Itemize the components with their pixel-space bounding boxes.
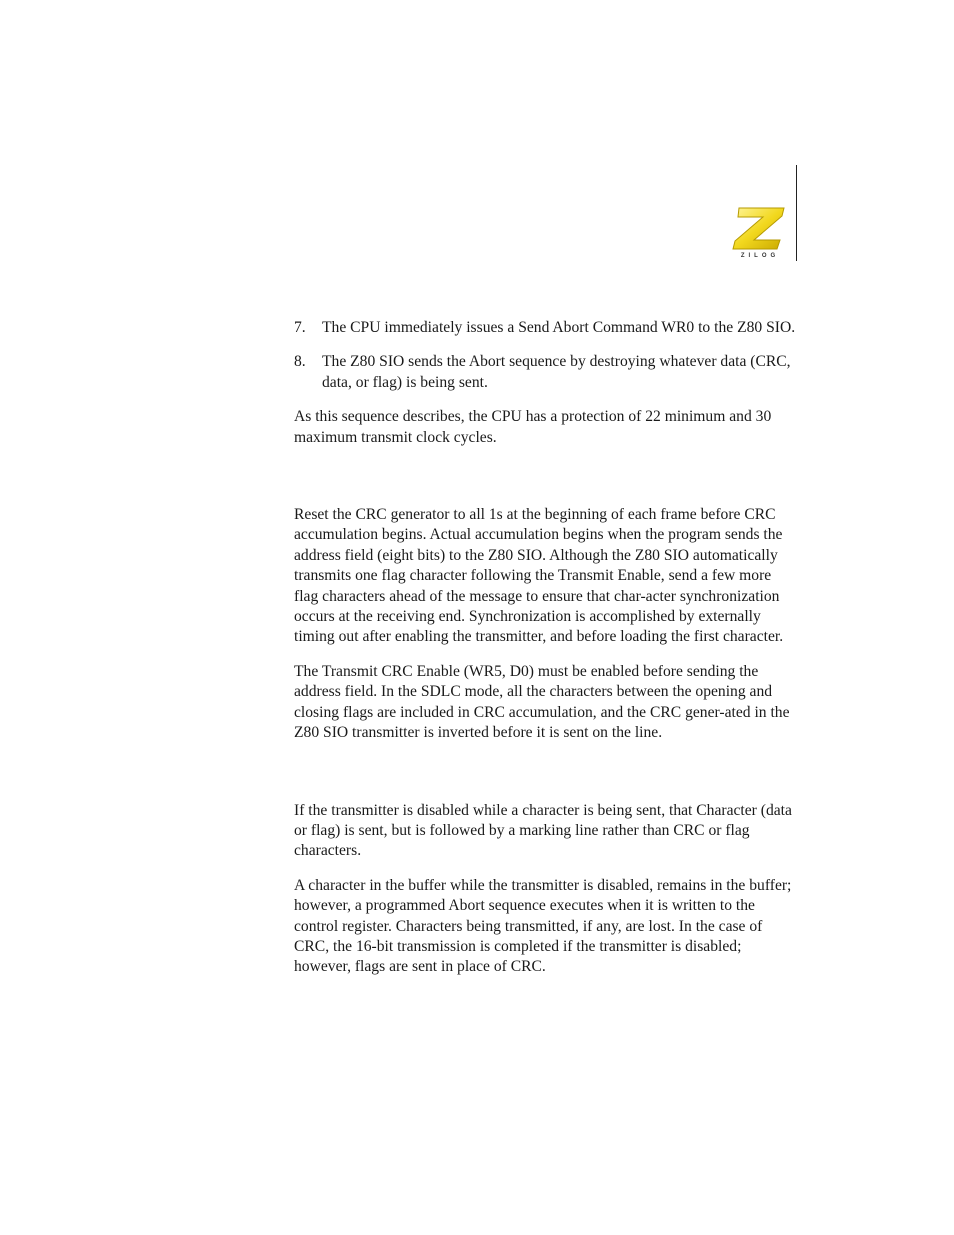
zilog-wordmark: ZILOG	[740, 253, 780, 259]
paragraph-protection: As this sequence describes, the CPU has a protection of 22 minimum and 30 maximum transmit clock cycles.	[294, 408, 772, 446]
paragraph-buffer: A character in the buffer while the transmitter is disabled, remains in the buffer; however, a programmed Abort sequence executes when it is written to the control register. Characters being transmitted, if any, are lost. In the case of CRC, the 16-bit transmission is completed if the transmitter is disabled; however, flags are sent in place of CRC.	[294, 876, 792, 976]
zilog-logo	[730, 203, 790, 265]
list-text: The CPU immediately issues a Send Abort Command WR0 to the Z80 SIO.	[322, 319, 796, 336]
page-content	[294, 318, 798, 992]
section-gap	[294, 462, 798, 505]
paragraph-crc-reset: Reset the CRC generator to all 1s at the beginning of each frame before CRC accumulation begins. Actual accumulation begins when the program sends the address field (eight bits) to the Z80 SIO. Although the Z80 SIO automatically transmits one flag character following the Transmit Enable, send a few more flag characters ahead of the message to ensure that char-acter synchronization occurs at the receiving end. Synchronization is accomplished by externally timing out after enabling the transmitter, and before loading the first character.	[294, 506, 784, 646]
list-item	[294, 318, 798, 338]
paragraph-crc-enable: The Transmit CRC Enable (WR5, D0) must be enabled before sending the address field. In the SDLC mode, all the characters between the opening and closing flags are included in CRC accumulation, and the CRC gener-ated in the Z80 SIO transmitter is inverted before it is sent on the line.	[294, 662, 790, 742]
section-gap	[294, 758, 798, 801]
paragraph-transmitter-disabled: If the transmitter is disabled while a character is being sent, that Character (data or flag) is sent, but is followed by a marking line rather than CRC or flag characters.	[294, 801, 792, 860]
list-item	[294, 352, 798, 393]
margin-rule	[796, 165, 797, 261]
list-number: 7.	[294, 319, 306, 336]
zilog-z-icon	[730, 203, 790, 253]
list-number: 8.	[294, 353, 306, 371]
list-text: The Z80 SIO sends the Abort sequence by destroying whatever data (CRC, data, or flag) is being sent.	[322, 353, 791, 391]
